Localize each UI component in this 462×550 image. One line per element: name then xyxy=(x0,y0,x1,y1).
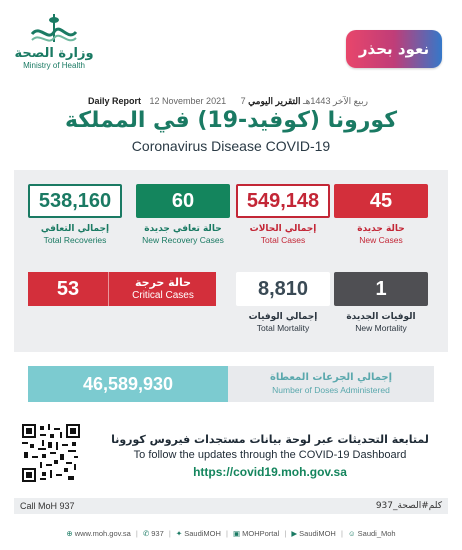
follow-text-ar: لمتابعة التحديثات عبر لوحة بيانات مستجدات فيروس كورونا xyxy=(111,433,429,446)
follow-text-en: To follow the updates through the COVID-19 Dashboard xyxy=(133,449,407,461)
stats-panel xyxy=(14,170,448,352)
footer-portal[interactable] xyxy=(233,524,279,544)
page-title-en: Coronavirus Disease COVID-19 xyxy=(131,138,331,154)
footer-website[interactable] xyxy=(66,524,130,544)
doses-value: 46,589,930 xyxy=(28,366,228,402)
footer-youtube-text: SaudiMOH xyxy=(299,529,336,538)
new-cases-label-en: New Cases xyxy=(359,235,403,245)
dashboard-info xyxy=(100,432,440,481)
snapchat-icon: ☺ xyxy=(347,529,356,538)
new-recovery-value: 60 xyxy=(136,184,230,218)
footer-portal-text: MOHPortal xyxy=(242,529,280,538)
total-mortality-value: 8,810 xyxy=(236,272,330,306)
call-moh-en: Call MoH 937 xyxy=(20,501,75,511)
critical-cases-label-ar: حالة حرجة xyxy=(134,276,192,289)
new-cases-label xyxy=(326,224,436,246)
moh-emblem-icon xyxy=(26,12,82,46)
total-recoveries-label-en: Total Recoveries xyxy=(43,235,107,245)
new-recovery-label-ar: حالة تعافي جديدة xyxy=(144,224,222,234)
footer-separator: | xyxy=(135,529,138,538)
report-meta xyxy=(0,96,462,107)
doses-label xyxy=(228,366,434,402)
footer-youtube[interactable] xyxy=(291,524,335,544)
call-moh-ar: كلم#الصحة_937 xyxy=(375,501,442,511)
call-bar xyxy=(14,498,448,514)
footer-links xyxy=(0,524,462,544)
critical-cases-card xyxy=(28,272,216,306)
total-recoveries-value: 538,160 xyxy=(28,184,122,218)
youtube-icon: ▶ xyxy=(291,529,298,538)
page-title-ar: كورونا (كوفيد-19) في المملكة xyxy=(64,108,398,133)
footer-twitter-text: SaudiMOH xyxy=(184,529,221,538)
globe-icon: ⊕ xyxy=(66,529,73,538)
total-mortality-label-en: Total Mortality xyxy=(256,323,310,333)
footer-phone[interactable] xyxy=(143,524,164,544)
total-mortality-label-ar: إجمالي الوفيات xyxy=(248,312,318,322)
doses-banner xyxy=(28,366,434,402)
new-mortality-value: 1 xyxy=(334,272,428,306)
doses-label-ar: إجمالي الجرعات المعطاة xyxy=(269,372,393,383)
phone-icon: ✆ xyxy=(142,529,150,538)
report-header xyxy=(0,0,462,154)
new-mortality-label-en: New Mortality xyxy=(355,323,407,333)
footer-separator: | xyxy=(340,529,343,538)
footer-twitter[interactable] xyxy=(176,524,221,544)
new-mortality-label xyxy=(326,312,436,334)
total-cases-label xyxy=(228,224,338,246)
report-label-en: Daily Report xyxy=(88,96,142,106)
report-date-hijri: 7 ربيع الآخر 1443هـ xyxy=(240,96,368,106)
ministry-name-ar: وزارة الصحة xyxy=(14,46,94,61)
critical-cases-value: 53 xyxy=(56,278,80,300)
new-mortality-label-ar: الوفيات الجديدة xyxy=(346,312,416,322)
twitter-icon: ✦ xyxy=(175,529,183,538)
campaign-badge: نعود بحذر xyxy=(346,30,442,68)
critical-cases-label-en: Critical Cases xyxy=(132,290,194,301)
report-label-ar: التقرير اليومي xyxy=(248,96,301,106)
footer-snapchat-text: Saudi_Moh xyxy=(357,529,396,538)
total-cases-label-ar: إجمالي الحالات xyxy=(249,224,317,234)
doses-label-en: Number of Doses Administered xyxy=(272,385,390,395)
ministry-name-en: Ministry of Health xyxy=(23,61,85,70)
total-recoveries-label-ar: إجمالي التعافي xyxy=(40,224,110,234)
footer-separator: | xyxy=(168,529,171,538)
new-cases-value: 45 xyxy=(334,184,428,218)
dashboard-link[interactable]: https://covid19.moh.gov.sa xyxy=(193,465,347,479)
critical-cases-label xyxy=(110,276,216,302)
total-recoveries-label xyxy=(20,224,130,246)
footer-phone-text: 937 xyxy=(151,529,164,538)
footer-separator: | xyxy=(226,529,228,538)
new-recovery-label xyxy=(128,224,238,246)
total-mortality-label xyxy=(228,312,338,334)
critical-divider xyxy=(108,272,109,306)
new-recovery-label-en: New Recovery Cases xyxy=(142,235,224,245)
footer-snapchat[interactable] xyxy=(348,524,396,544)
portal-icon: ▣ xyxy=(233,529,241,538)
ministry-logo xyxy=(14,12,94,82)
total-cases-label-en: Total Cases xyxy=(260,235,306,245)
total-cases-value: 549,148 xyxy=(236,184,330,218)
report-date: 12 November 2021 xyxy=(149,96,227,106)
new-cases-label-ar: حالة جديدة xyxy=(357,224,405,234)
footer-separator: | xyxy=(284,529,287,538)
qr-code-icon[interactable] xyxy=(22,424,80,482)
footer-website-text: www.moh.gov.sa xyxy=(74,529,131,538)
